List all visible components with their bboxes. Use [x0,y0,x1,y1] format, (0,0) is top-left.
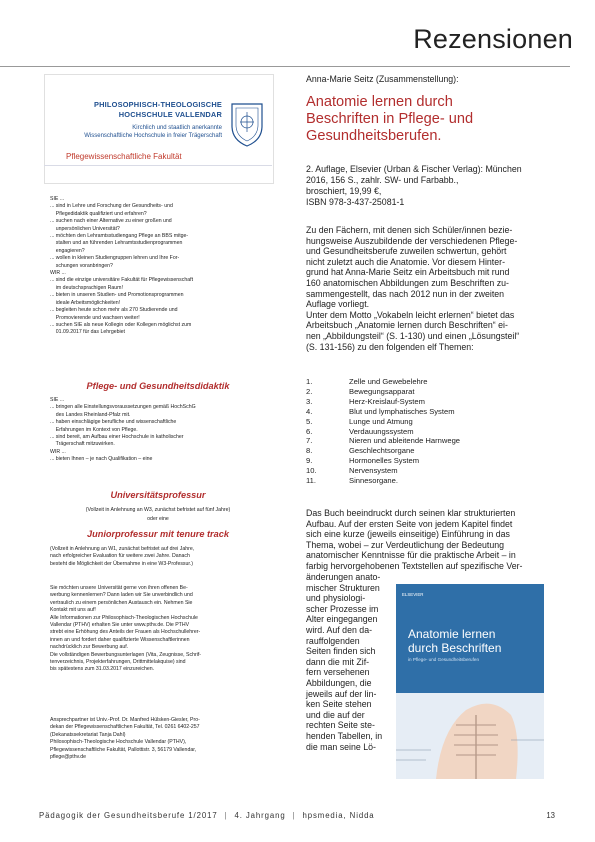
review-text-line: dann die mit Zif- [306,656,370,667]
topic-item [306,456,546,466]
review-body-main [306,508,546,572]
ad-text-line: bis spätestens zum 31.03.2017 einzureichen. [50,666,155,673]
ad-text-line: ... sind in Lehre und Forschung der Gesundheits- und [50,203,173,210]
topic-number: 7. [306,436,313,446]
topic-label: Verdauungssystem [349,426,414,436]
ad-text-line: engagieren? [50,247,85,254]
topic-label: Nervensystem [349,466,398,476]
review-text-line: die man seine Lö- [306,741,376,752]
topic-number: 6. [306,426,313,436]
review-text-line: wird. Auf den da- [306,624,373,635]
ad-text-line: Die vollständigen Bewerbungsunterlagen (Vita, Zeugnisse, Schrif- [50,651,202,658]
topic-number: 3. [306,396,313,406]
cover-title-line: durch Beschriften [408,641,502,655]
topic-number: 4. [306,406,313,416]
ad-text-line: SIE ... [50,196,65,202]
footer [39,811,375,820]
ad-text-line: ... wollen in kleinen Studiengruppen lehren und Ihre For- [50,255,180,262]
review-text-line: ken Seite stehen [306,699,372,710]
cover-publisher: ELSEVIER [402,592,424,597]
review-text-line: rechten Seite ste- [306,720,375,731]
topic-list [306,377,546,486]
ad-text-line: WIR ... [50,270,66,277]
ad-text-line: pflege@pthv.de [50,754,87,761]
ad-text-line: besteht die Möglichkeit der Übernahme in eine W3-Professur.) [50,560,194,567]
institution-subtitle-2: Wissenschaftliche Hochschule in freier Trägerschaft [84,133,222,139]
topic-item [306,427,546,437]
topic-number: 5. [306,416,313,426]
ad-text-line: Promovierende und wachsen weiter! [50,314,140,321]
review-text-line: scher Prozesse im [306,603,379,614]
review-text-line: anatomischer Kenntnisse für die praktische Arbeit – in [306,550,516,561]
review-text-line: Auflage vorliegt. [306,299,370,310]
professorship-title: Universitätsprofessur [110,490,206,500]
book-meta-line: 2. Auflage, Elsevier (Urban & Fischer Verlag): München [306,164,522,174]
topic-label: Nieren und ableitende Harnwege [349,436,461,446]
ad-text-line: unpersönlichen Universität? [50,225,120,232]
ad-text-line: (Vollzeit in Anlehnung an W1, zunächst befristet auf drei Jahre, [50,546,195,552]
ad-text-line: dekan der Pflegewissenschaftlichen Fakultät, Tel. 0261 6402-257 [50,724,200,731]
ad-text-line: Philosophisch-Theologische Hochschule Vallendar (PTHV), [50,739,187,746]
review-text-line: farbig hervorgehobenen Textstellen auf spezifische Ver- [306,560,523,571]
topic-item [306,387,546,397]
ad-text-line: ... möchten den Lehramtsstudiengang Pflege an BBS mitge- [50,233,189,240]
topic-label: Blut und lymphatisches System [349,406,455,416]
review-text-line: Thema, wobei – zur Verdeutlichung der Bedeutung [306,539,505,550]
review-text-line: sammengestellt, das nach 2012 nun in der zweiten [306,288,505,299]
review-text-line: Das Buch beeindruckt durch seinen klar strukturierten [306,508,516,518]
ad-text-line: Kontakt mit uns auf! [50,607,96,614]
ad-text-line: stalten und an führenden Lehramtsstudienprogrammen [50,240,183,247]
ad-text-line: Erfahrungen im Kontext von Pflege. [50,426,138,433]
book-meta-line: ISBN 978-3-437-25081-1 [306,197,405,207]
review-text-line: nen „Abbildungsteil“ (S. 1-130) und einen „Lösungsteil“ [306,330,520,341]
ad-text-line: tenverzeichnis, Projekterfahrungen, Drittmittelakquise) sind [50,659,186,666]
footer-separator: | [292,811,296,820]
footer-publisher: hpsmedia, Nidda [302,811,375,820]
topic-item [306,436,546,446]
topic-label: Lunge und Atmung [349,416,413,426]
topic-number: 1. [306,377,313,386]
book-meta [306,164,546,208]
review-text-line: 160 anatomischen Abbildungen zum Beschriften zu- [306,277,509,288]
review-text-line: jeweils auf der lin- [306,688,377,699]
ad-text-line: des Landes Rheinland-Pfalz mit. [50,411,131,418]
footer-journal: Pädagogik der Gesundheitsberufe 1/2017 [39,811,218,820]
topic-number: 11. [306,476,316,486]
ad-text-line: ... haben einschlägige berufliche und wissenschaftliche [50,419,177,426]
ad-text-line: ... sind bereit, am Aufbau einer Hochschule in katholischer [50,434,184,441]
ad-text-line: im deutschsprachigen Raum! [50,284,123,291]
review-text-line: Aufbau. Auf der ersten Seite von jedem Kapitel findet [306,518,513,529]
cover-title [408,627,538,655]
topic-item [306,476,546,486]
review-text-line: Seiten finden sich [306,646,376,657]
book-title-line: Gesundheitsberufen. [306,128,442,144]
ad-text-line: Pflegedidaktik qualifiziert und erfahren? [50,210,147,217]
book-meta-line: broschiert, 19,99 €, [306,186,382,196]
ad-text-line: (Dekanatssekretariat Tanja Dahl) [50,731,126,738]
ad-text-line: ... suchen SIE als neue Kollegin oder Kollegen möglichst zum [50,321,192,328]
ad-text-line: WIR ... [50,448,66,455]
review-text-line: sich eine kurze (jeweils einseitige) Einführung in das [306,529,510,540]
ad-text-line: werbung kennenlernen? Dann laden wir Sie unverbindlich und [50,592,193,599]
review-text-line: nicht zuletzt auch die Anatomie. Vor diesem Hinter- [306,256,506,267]
ad-text-line: schungen voranbringen? [50,262,113,269]
review-text-line: rauffolgenden [306,635,360,646]
review-text-line: henden Tabellen, in [306,730,383,741]
ad-text-line: SIE ... [50,397,65,403]
ad-contact-block [50,585,266,674]
review-text-line: Alter eingegangen [306,614,378,625]
review-text-line: Zu den Fächern, mit denen sich Schüler/innen bezie- [306,225,513,235]
ad-text-line: ... bieten Ihnen – je nach Qualifikation – eine [50,456,153,463]
review-text-line: Abbildungen, die [306,677,372,688]
review-text-line: und die auf der [306,709,365,720]
review-text-line: Unter dem Motto „Vokabeln leicht erlernen“ bietet das [306,309,515,320]
ad-text-line: ... begleiten heute schon mehr als 270 Studierende und [50,307,178,314]
book-title-line: Beschriften in Pflege- und [306,111,474,127]
topic-label: Hormonelles System [349,456,420,466]
topic-item [306,407,546,417]
ad-text-line: Vallendar (PTHV) erhalten Sie unter www.pthv.de. Die PTHV [50,622,190,629]
cover-subtitle: in Pflege- und Gesundheitsberufen [408,657,479,662]
topic-number: 9. [306,456,313,466]
topic-label: Herz-Kreislauf-System [349,396,425,406]
review-text-line: änderungen anato- [306,572,381,582]
review-text-line: fern versehenen [306,667,370,678]
footer-volume: 4. Jahrgang [234,811,286,820]
book-meta-line: 2016, 156 S., zahlr. SW- und Farbabb., [306,175,459,185]
university-seal-icon [228,98,266,148]
ad-address-block [50,717,266,761]
institution-name-line1: PHILOSOPHISCH-THEOLOGISCHE [94,100,222,109]
professorship-or: oder eine [147,516,169,522]
ad-text-line: Pflegewissenschaftliche Fakultät, Pallottistr. 3, 56179 Vallendar, [50,746,197,753]
header-rule [0,66,570,67]
cover-title-line: Anatomie lernen [408,627,496,641]
ad-text-line: Trägerschaft mitzuwirken. [50,441,115,448]
review-text-line: (S. 131-156) zu den folgenden elf Themen: [306,341,474,352]
ad-text-line: nachdrücklich zur Bewerbung auf. [50,644,129,651]
topic-item [306,446,546,456]
ad-text-line: ... bringen alle Einstellungsvoraussetzungen gemäß HochSchG [50,404,196,411]
institution-name-line2: HOCHSCHULE VALLENDAR [118,110,222,119]
page-number: 13 [546,811,555,820]
ad-text-line: strebt eine Erhöhung des Anteils der Frauen als Hochschullehrer- [50,629,201,636]
position-title: Pflege- und Gesundheitsdidaktik [86,381,230,391]
topic-number: 10. [306,466,317,476]
ad-text-line: nach erfolgreicher Evaluation für weitere zwei Jahre. Danach [50,553,190,560]
professorship-note: (Vollzeit in Anlehnung an W3, zunächst befristet auf fünf Jahre) [85,507,231,513]
ad-intro-block [50,196,266,337]
review-text-line: und physiologi- [306,593,366,604]
review-body-intro [306,225,546,352]
faculty-label: Pflegewissenschaftliche Fakultät [66,152,182,161]
ad-text-line: 01.09.2017 für das Lehrgebiet [50,329,125,336]
topic-label: Zelle und Gewebelehre [349,377,428,386]
ad-mid-block [50,397,266,464]
faculty-divider [44,165,272,166]
section-title: Rezensionen [413,24,573,54]
ad-text-line: vertraulich zu einem persönlichen Austausch ein. Nehmen Sie [50,599,193,606]
review-author: Anna-Marie Seitz (Zusammenstellung): [306,74,459,84]
topic-item [306,417,546,427]
cover-anatomy-illustration [396,690,544,779]
topic-item [306,377,546,387]
topic-item [306,466,546,476]
review-text-line: grund hat Anna-Marie Seitz ein Arbeitsbuch mit rund [306,267,510,278]
junior-note-block [50,546,266,568]
institution-subtitle-1: Kirchlich und staatlich anerkannte [132,125,222,131]
book-title-line: Anatomie lernen durch [306,94,453,110]
review-text-line: und Gesundheitsberufe zuweilen schwertun, gehört [306,246,507,257]
review-body-wrap [306,572,386,752]
ad-text-line: innen an und fordert daher qualifizierte Wissenschaftlerinnen [50,636,190,643]
ad-text-line: Sie möchten unsere Universität gerne von ihren offenen Be- [50,585,188,591]
junior-professorship-title: Juniorprofessur mit tenure track [87,529,229,539]
topic-item [306,397,546,407]
review-text-line: Arbeitsbuch „Anatomie lernen durch Beschriften“ ei- [306,320,508,331]
topic-label: Geschlechtsorgane [349,446,415,456]
topic-label: Bewegungsapparat [349,386,415,396]
review-text-line: hungsweise Auszubildende der verschiedenen Pflege- [306,235,518,246]
footer-separator: | [224,811,228,820]
book-title [306,94,556,145]
ad-text-line: Alle Informationen zur Philosophisch-Theologischen Hochschule [50,614,198,621]
ad-text-line: ... suchen nach einer Alternative zu einer großen und [50,218,172,225]
ad-text-line: ... sind die einzige universitäre Fakultät für Pflegewissenschaft [50,277,194,284]
ad-text-line: ideale Arbeitsmöglichkeiten! [50,299,121,306]
review-text-line: mischer Strukturen [306,582,380,593]
ad-text-line: ... bieten in unseren Studien- und Promotionsprogrammen [50,292,184,299]
topic-label: Sinnesorgane. [349,476,398,486]
ad-text-line: Ansprechpartner ist Univ.-Prof. Dr. Manfred Hülsken-Giesler, Pro- [50,717,200,723]
topic-number: 8. [306,446,313,456]
topic-number: 2. [306,386,313,396]
